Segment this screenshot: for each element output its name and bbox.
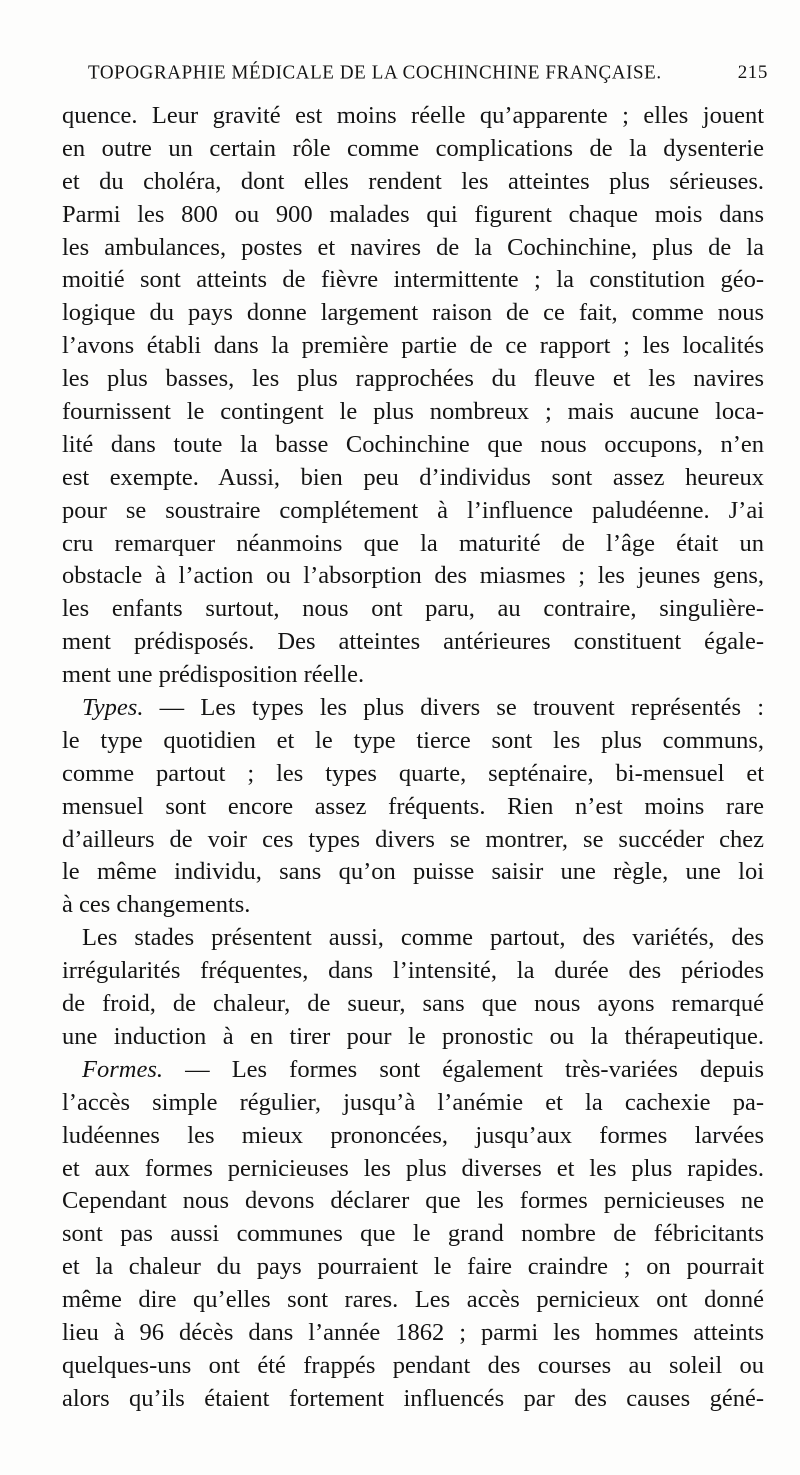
running-title: TOPOGRAPHIE MÉDICALE DE LA COCHINCHINE FRANÇAISE. xyxy=(88,61,662,84)
section-types-line xyxy=(62,692,764,725)
text-line: pour se soustraire complétement à l’influence paludéenne. J’ai xyxy=(62,496,764,524)
text-line: Les stades présentent aussi, comme partout, des variétés, des xyxy=(82,924,764,952)
text-line: ment une prédisposition réelle. xyxy=(62,661,365,689)
text-line: en outre un certain rôle comme complications de la dysenterie xyxy=(62,134,764,162)
text-line: alors qu’ils étaient fortement influencés par des causes géné- xyxy=(62,1384,764,1412)
text-line: le même individu, sans qu’on puisse saisir une règle, une loi xyxy=(62,858,764,886)
text-line: mensuel sont encore assez fréquents. Rien n’est moins rare xyxy=(62,792,764,820)
text-line: obstacle à l’action ou l’absorption des miasmes ; les jeunes gens, xyxy=(62,562,764,590)
text-line: et la chaleur du pays pourraient le faire craindre ; on pourrait xyxy=(62,1253,764,1281)
text-line: à ces changements. xyxy=(62,891,251,919)
text-line: Les types les plus divers se trouvent représentés : xyxy=(200,694,765,722)
text-line: lieu à 96 décès dans l’année 1862 ; parmi les hommes atteints xyxy=(62,1318,764,1346)
text-line: les plus basses, les plus rapprochées du fleuve et les navires xyxy=(62,365,764,393)
text-line: cru remarquer néanmoins que la maturité de l’âge était un xyxy=(62,529,764,557)
text-line: l’accès simple régulier, jusqu’à l’anémie et la cachexie pa- xyxy=(62,1088,764,1116)
text-line: ment prédisposés. Des atteintes antérieures constituent égale- xyxy=(62,628,764,656)
section-title-types: Types. xyxy=(82,694,144,722)
text-line: lité dans toute la basse Cochinchine que nous occupons, n’en xyxy=(62,430,764,458)
text-line: Cependant nous devons déclarer que les formes pernicieuses ne xyxy=(62,1187,764,1215)
text-line: les enfants surtout, nous ont paru, au contraire, singulière- xyxy=(62,595,764,623)
em-dash: — xyxy=(185,1055,210,1083)
text-line: ludéennes les mieux prononcées, jusqu’aux formes larvées xyxy=(62,1121,764,1149)
text-line: Parmi les 800 ou 900 malades qui figurent chaque mois dans xyxy=(62,200,764,228)
em-dash: — xyxy=(159,694,185,722)
running-head xyxy=(88,62,768,90)
text-line: comme partout ; les types quarte, septénaire, bi-mensuel et xyxy=(62,759,764,787)
text-line: l’avons établi dans la première partie de ce rapport ; les localités xyxy=(62,332,764,360)
section-title-formes: Formes. xyxy=(82,1055,163,1083)
text-line: sont pas aussi communes que le grand nombre de fébricitants xyxy=(62,1220,764,1248)
text-line: quelques-uns ont été frappés pendant des courses au soleil ou xyxy=(62,1351,764,1379)
body-text xyxy=(62,100,764,1416)
text-line: le type quotidien et le type tierce sont les plus communs, xyxy=(62,726,764,754)
text-line: et aux formes pernicieuses les plus diverses et les plus rapides. xyxy=(62,1154,764,1182)
text-line: moitié sont atteints de fièvre intermittente ; la constitution géo- xyxy=(62,266,764,294)
text-line: Les formes sont également très-variées depuis xyxy=(231,1055,765,1083)
text-line: est exempte. Aussi, bien peu d’individus sont assez heureux xyxy=(62,463,764,491)
text-line: et du choléra, dont elles rendent les atteintes plus sérieuses. xyxy=(62,167,764,195)
text-line: quence. Leur gravité est moins réelle qu’apparente ; elles jouent xyxy=(62,102,764,129)
text-line: même dire qu’elles sont rares. Les accès pernicieux ont donné xyxy=(62,1286,764,1314)
text-line: d’ailleurs de voir ces types divers se montrer, se succéder chez xyxy=(62,825,764,853)
page-number: 215 xyxy=(737,62,768,83)
text-line: les ambulances, postes et navires de la Cochinchine, plus de la xyxy=(62,233,764,261)
text-line: de froid, de chaleur, de sueur, sans que nous ayons remarqué xyxy=(62,990,764,1018)
text-line: logique du pays donne largement raison de ce fait, comme nous xyxy=(62,299,764,327)
section-formes-line xyxy=(62,1054,764,1087)
text-line: irrégularités fréquentes, dans l’intensité, la durée des périodes xyxy=(62,957,764,985)
text-line: fournissent le contingent le plus nombreux ; mais aucune loca- xyxy=(62,398,764,426)
text-line: une induction à en tirer pour le pronostic ou la thérapeutique. xyxy=(62,1022,764,1050)
